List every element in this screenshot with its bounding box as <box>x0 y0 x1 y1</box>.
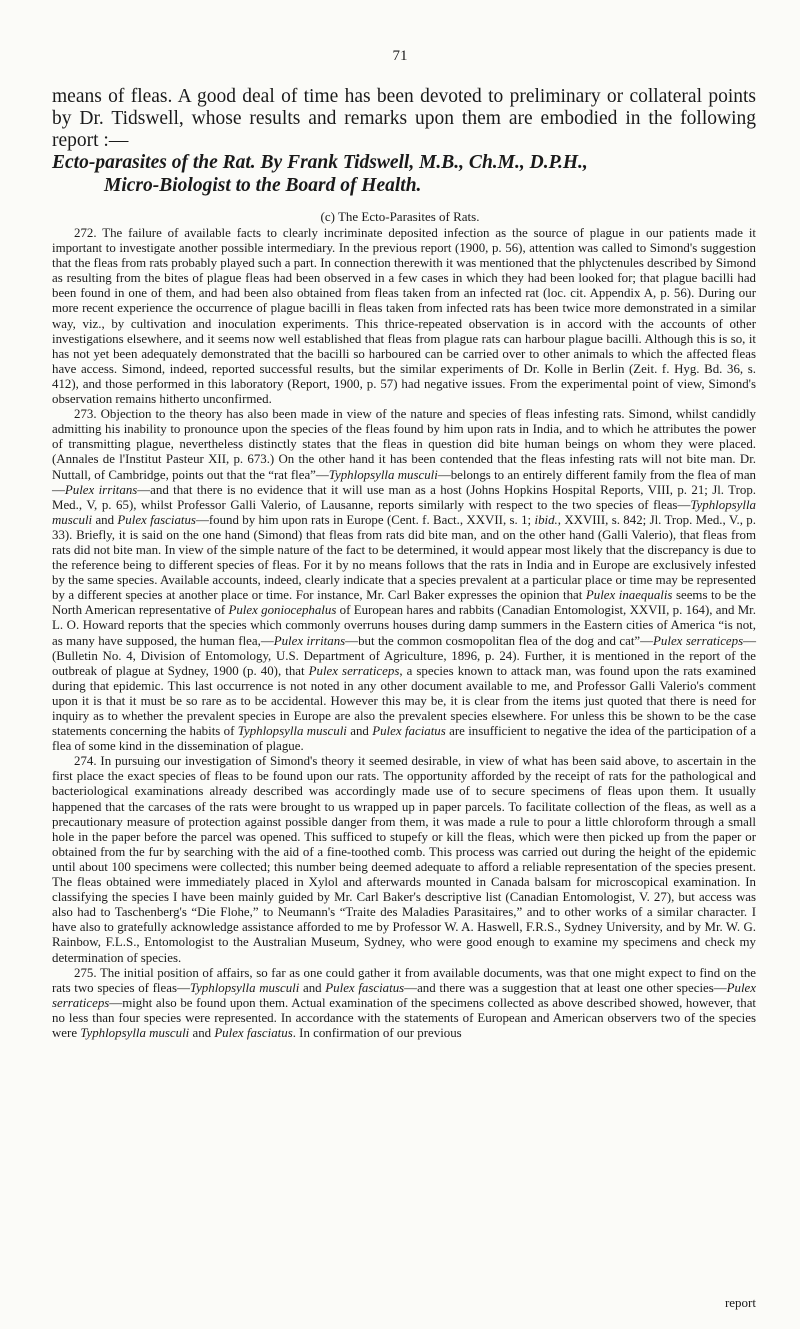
species-name: Typhlopsylla musculi <box>189 980 300 995</box>
species-name: Pulex fasciatus <box>117 512 196 527</box>
species-name: Pulex irritans <box>64 482 138 497</box>
species-name: ibid. <box>534 512 558 527</box>
species-name: Pulex serraticeps <box>308 663 400 678</box>
paragraph-text: Objection to the theory has also been made in view of the nature and species of fleas infesting rats. Simond, whilst candidly admitting his inability to pronounce upon the species of the fleas found by him upon rats in India, and to which he attributes the power of transmitting plague, nevertheless distinctly states that the fleas in question did bite human beings on whom they were placed. (Annales de l'Institut Pasteur XII, p. 673.) On the other hand it has been contended that the fleas infesting rats will not bite man. Dr. Nuttall, of Cambridge, points out that the “rat flea”— <box>52 407 756 482</box>
species-name: Typhlopsylla musculi <box>237 724 347 739</box>
body-text <box>52 226 756 1041</box>
heading-byline: By Frank Tidswell, M.B., Ch.M., D.P.H., <box>260 152 588 173</box>
page-number: 71 <box>392 48 408 64</box>
paragraph-text: seems to be the North American representative of <box>52 588 756 618</box>
paragraph-text: . In confirmation of our previous <box>292 1025 462 1040</box>
catchword: report <box>724 1295 756 1310</box>
paragraph-text: and <box>92 512 118 527</box>
heading-title: Ecto-parasites of the Rat. <box>52 152 256 173</box>
paragraph-text: — (Bulletin No. 4, Division of Entomology, U.S. Department of Agriculture, 1896, p. 24). Further, it is mentioned in the report of the outbreak of plague at Sydney, 1900 (p. 40), that <box>52 633 756 678</box>
body-paragraph <box>52 407 756 754</box>
paragraph-text: , XXVIII, s. 842; Jl. Trop. Med., V., p. 33). Briefly, it is said on the one hand (Simond) that fleas from rats did bite man, and on the other hand (Galli Valerio), that fleas from rats did not bite man. In view of the simple nature of the fact to be determined, it would appear most likely that the discrepancy is due to the reference being to different species of fleas. For it by no means follows that the rats in India and in Europe are exclusively infested by the same species. Available accounts, indeed, clearly indicate that a species prevalent at a particular place or time may be represented by a different species at another place or time. For instance, Mr. Carl Baker expresses the opinion that <box>52 512 756 603</box>
paragraph-text: In pursuing our investigation of Simond's theory it seemed desirable, in view of what has been said above, to ascertain in the first place the exact species of fleas to be found upon our rats. The opportunity afforded by the receipt of rats for the pathological and bacteriological examinations already described was accordingly made use of to secure specimens of fleas upon them. It usually happened that the carcases of the rats were brought to us wrapped up in paper parcels. To facilitate collection of the fleas, as well as a precautionary measure of protection against possible danger from them, it was made a rule to pour a little chloroform through a small hole in the paper before the parcel was opened. This sufficed to stupefy or kill the fleas, which were then picked up from the paper or obtained from the fur by searching with the aid of a fine-toothed comb. This process was carried out during the height of the epidemic until about 100 specimens were collected; this number being deemed adequate to afford a reliable representation of the species present. The fleas obtained were immediately placed in Xylol and afterwards mounted in Canada balsam for microscopical examination. In classifying the species I have been mainly guided by Mr. Carl Baker's descriptive list (Canadian Entomologist, V. 27), but access was also had to Taschenberg's “Die Flohe,” to Neumann's “Traite des Maladies Parasitaires,” and to other works of a similar character. I have also to gratefully acknowledge assistance afforded to me by Professor W. A. Haswell, F.R.S., Sydney University, and by Mr. W. G. Rainbow, F.L.S., Entomologist to the Australian Museum, Sydney, who were good enough to examine my specimens and check my determination of species. <box>52 754 757 965</box>
paragraph-text: —but the common cosmopolitan flea of the dog and cat”— <box>345 633 654 648</box>
species-name: Pulex serraticeps <box>653 633 744 648</box>
species-name: Typhlopsylla musculi <box>52 497 756 527</box>
species-name: Pulex inaequalis <box>585 588 673 603</box>
body-paragraph <box>52 966 756 1041</box>
paragraph-text: The initial position of affairs, so far as one could gather it from available documents, was that one might expect to find on the rats two species of fleas— <box>52 965 756 995</box>
paragraph-text: and <box>189 1025 215 1040</box>
intro-paragraph: means of fleas. A good deal of time has been devoted to preliminary or collateral points by Dr. Tidswell, whose results and remarks upon them are embodied in the following report :— <box>52 86 756 151</box>
species-name: Pulex fasciatus <box>325 980 405 995</box>
paragraph-text: —might also be found upon them. Actual examination of the specimens collected as above described showed, however, that no less than four species were represented. In accordance with the statements of European and American observers two of the species were <box>52 995 756 1040</box>
paragraph-number: 273. <box>74 407 101 422</box>
paragraph-number: 272. <box>74 226 103 240</box>
species-name: Pulex irritans <box>273 633 346 648</box>
paragraph-text: —belongs to an entirely different family from the flea of man— <box>52 467 756 497</box>
species-name: Pulex fasciatus <box>214 1025 293 1040</box>
body-paragraph <box>52 226 756 407</box>
paragraph-text: and <box>299 980 326 995</box>
paragraph-text: —and there was a suggestion that at least one other species— <box>404 980 727 995</box>
paragraph-number: 274. <box>74 754 101 769</box>
body-paragraph <box>52 754 756 965</box>
paragraph-number: 275. <box>74 965 100 980</box>
section-subheading: (c) The Ecto-Parasites of Rats. <box>320 209 480 224</box>
species-name: Pulex goniocephalus <box>228 603 337 618</box>
species-name: Typhlopsylla musculi <box>328 467 438 482</box>
paragraph-text: and <box>346 724 373 739</box>
species-name: Pulex faciatus <box>372 724 446 739</box>
species-name: Pulex serraticeps <box>52 980 757 1010</box>
paragraph-text: are insufficient to negative the idea of the participation of a flea of some kind in the dissemination of plague. <box>52 724 756 754</box>
paragraph-text: —and that there is no evidence that it will use man as a host (Johns Hopkins Hospital Reports, VIII, p. 21; Jl. Trop. Med., V, p. 65), whilst Professor Galli Valerio, of Lausanne, reports similarly with respect to the two species of fleas— <box>52 482 756 512</box>
paragraph-text: , a species known to attack man, was found upon the rats examined during that epidemic. This last occurrence is not noted in any other document available to me, and Professor Galli Valerio's comment upon it is that it must be so rare as to be accidental. However this may be, it is clear from the items just quoted that there is need for inquiry as to whether the prevalent species in Europe are also the prevalent species elsewhere. For unless this be shown to be the case statements concerning the habits of <box>52 663 756 739</box>
paragraph-text: —found by him upon rats in Europe (Cent. f. Bact., XXVII, s. 1; <box>195 512 535 527</box>
heading-role: Micro-Biologist to the Board of Health. <box>104 175 422 196</box>
article-heading <box>52 151 770 197</box>
paragraph-text: of European hares and rabbits (Canadian Entomologist, XXVII, p. 164), and Mr. L. O. Howard reports that the species which commonly overruns houses during damp summers in the Eastern cities of America “is not, as many have supposed, the human flea,— <box>52 603 756 648</box>
paragraph-text: The failure of available facts to clearly incriminate deposited infection as the source of plague in our patients made it important to investigate another possible intermediary. In the previous report (1900, p. 56), attention was called to Simond's suggestion that the fleas from rats probably played such a part. In connection therewith it was mentioned that the phlyctenules described by Simond as resulting from the bites of plague fleas had been observed in a few cases in which they had been looked for; that plague bacilli had been found in one of them, and had been also obtained from fleas taken from an infected rat (loc. cit. Appendix A, p. 56). During our more recent experience the occurrence of plague bacilli in fleas taken from infected rats has been twice more demonstrated in a similar way, viz., by cultivation and inoculation experiments. This thrice-repeated observation is in accord with the accounts of other investigations elsewhere, and it seems now well established that fleas from plague rats can harbour plague bacilli. Although this is so, it has not yet been adequately demonstrated that the bacilli so harboured can be carried over to other animals to which the affected fleas have access. Simond, indeed, reported successful results, but the similar experiments of Dr. Kolle in Berlin (Zeit. f. Hyg. Bd. 36, s. 412), and those performed in this laboratory (Report, 1900, p. 57) had negative issues. From the experimental point of view, Simond's observation remains hitherto unconfirmed. <box>52 226 756 407</box>
species-name: Typhlopsylla musculi <box>80 1025 190 1040</box>
